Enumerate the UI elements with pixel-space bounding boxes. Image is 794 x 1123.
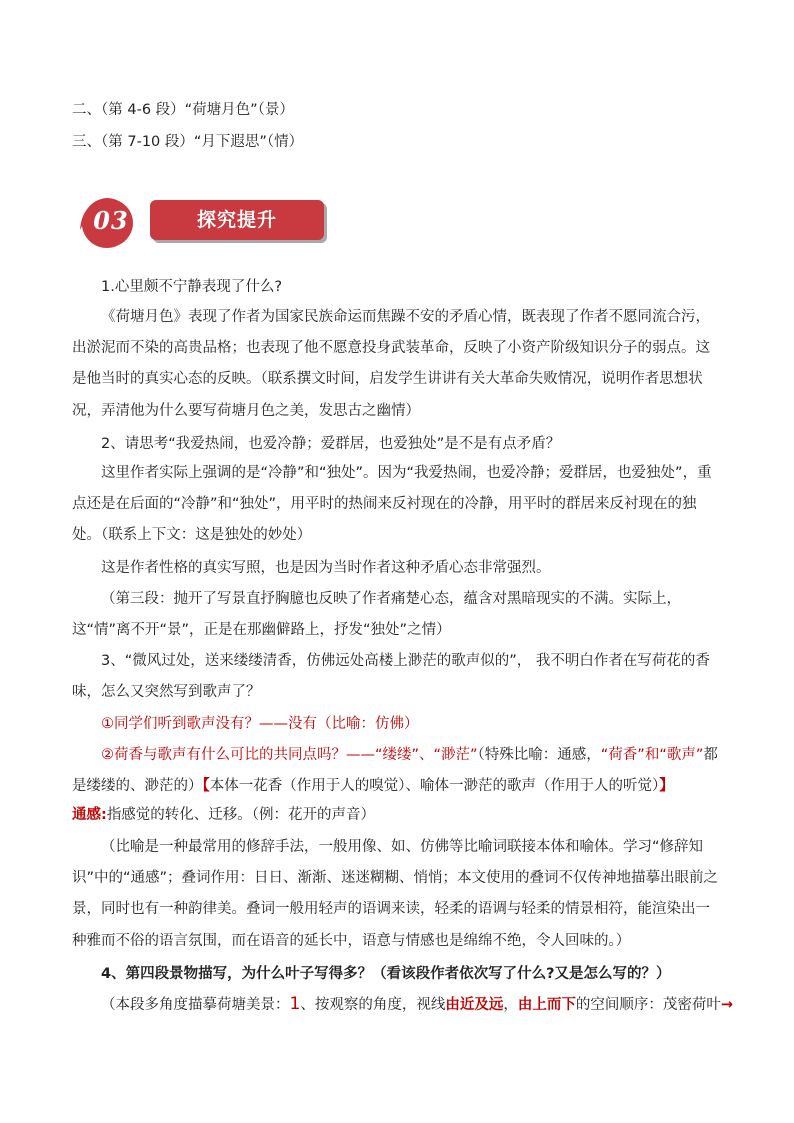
q3-note: （比喻是一种最常用的修辞手法，一般用像、如、仿佛等比喻词联接本体和喻体。学习“修辞知识”中的“通感”；叠词作用：日日、渐渐、迷迷糊糊、悄悄；本文使用的叠词不仅传神地描摹出眼前之景，同时也有一种韵律美。叠词一般用轻声的语调来读，轻柔的语调与轻柔的情景相符，能渲染出一种雅而不俗的语言氛围，而在语音的延长中，语意与情感也是绵绵不绝，令人回味的。） — [72, 839, 719, 949]
q4-answer — [101, 994, 733, 1015]
q2-note2: （第三段：抛开了写景直抒胸臆也反映了作者痛楚心态，蕴含对黑暗现实的不满。实际上，这“情”离不开“景”，正是在那幽僻路上，抒发“独处”之情） — [72, 591, 681, 639]
q3-sub2 — [72, 740, 724, 802]
q2-note1: 这是作者性格的真实写照，也是因为当时作者这种矛盾心态非常强烈。 — [101, 560, 551, 576]
q4-answer-a: （本段多角度描摹荷塘美景： — [101, 997, 290, 1013]
q4-answer-b: 、按观察的角度，视线 — [300, 997, 446, 1013]
q3-sub2-bracket-text: 本体一花香（作用于人的嗅觉）、喻体一渺茫的歌声（作用于人的听觉） — [209, 778, 660, 795]
section-title: 探究提升 — [196, 209, 277, 231]
outline-line-3: 三、（第 7-10 段）“月下遐思”（情） — [72, 134, 304, 150]
outline-line-2: 二、（第 4-6 段）“荷塘月色”（景） — [72, 102, 294, 118]
q3-question: 3、“微风过处，送来缕缕清香，仿佛远处高楼上渺茫的歌声似的”， 我不明白作者在写荷花的香味，怎么又突然写到歌声了？ — [72, 653, 710, 701]
q2-question: 2、请思考“我爱热闹，也爱冷静；爱群居，也爱独处”是不是有点矛盾？ — [101, 436, 561, 452]
q4-answer-d: 的空间顺序：茂密荷叶 — [575, 997, 721, 1013]
q1-answer: 《荷塘月色》表现了作者为国家民族命运而焦躁不安的矛盾心情，既表现了作者不愿同流合污，出淤泥而不染的高贵品格；也表现了他不愿意投身武装革命，反映了小资产阶级知识分子的弱点。这是他当时的真实心态的反映。（联系撰文时间，启发学生讲讲有关大革命失败情况，说明作者思想状况，弄清他为什么要写荷塘月色之美，发思古之幽情） — [72, 309, 710, 419]
section-banner — [150, 200, 324, 240]
tonggan-text: 指感觉的转化、迁移。（例：花开的声音） — [106, 807, 376, 823]
q4-answer-c: ， — [503, 997, 518, 1013]
q3-sub2-question: ②荷香与歌声有什么可比的共同点吗？——“缕缕”、“渺茫” — [101, 747, 478, 763]
q4-answer-near-far: 由近及远 — [445, 997, 504, 1013]
q3-tonggan — [72, 805, 375, 825]
q1-question: 1.心里颇不宁静表现了什么? — [101, 279, 283, 295]
q3-sub2-terms: “荷香”和“歌声” — [600, 747, 704, 763]
q4-answer-num: 1 — [289, 994, 301, 1014]
right-arrow-icon: → — [720, 997, 733, 1013]
section-header — [78, 196, 328, 248]
tonggan-label: 通感: — [72, 807, 107, 823]
q3-sub2-explain-b: 都是缕缕的、渺茫的） — [72, 747, 718, 795]
q3-sub1: ①同学们听到歌声没有？——没有（比喻：仿佛） — [101, 716, 419, 732]
q4-answer-top-down: 由上而下 — [517, 997, 576, 1013]
q4-question: 4、第四段景物描写，为什么叶子写得多？（看该段作者依次写了什么?又是怎么写的？） — [101, 966, 671, 982]
q2-answer: 这里作者实际上强调的是“冷静”和“独处”。因为“我爱热闹，也爱冷静；爱群居，也爱独处”，重点还是在后面的“冷静”和“独处”，用平时的热闹来反衬现在的冷静，用平时的群居来反衬现在的独处。（联系上下文：这是独处的妙处） — [72, 465, 712, 544]
section-number: 03 — [93, 206, 129, 235]
q3-sub2-bracket-close: 】 — [659, 778, 674, 795]
q3-sub2-explain-a: （特殊比喻：通感， — [477, 747, 601, 763]
q3-sub2-bracket-open: 【 — [202, 778, 210, 795]
